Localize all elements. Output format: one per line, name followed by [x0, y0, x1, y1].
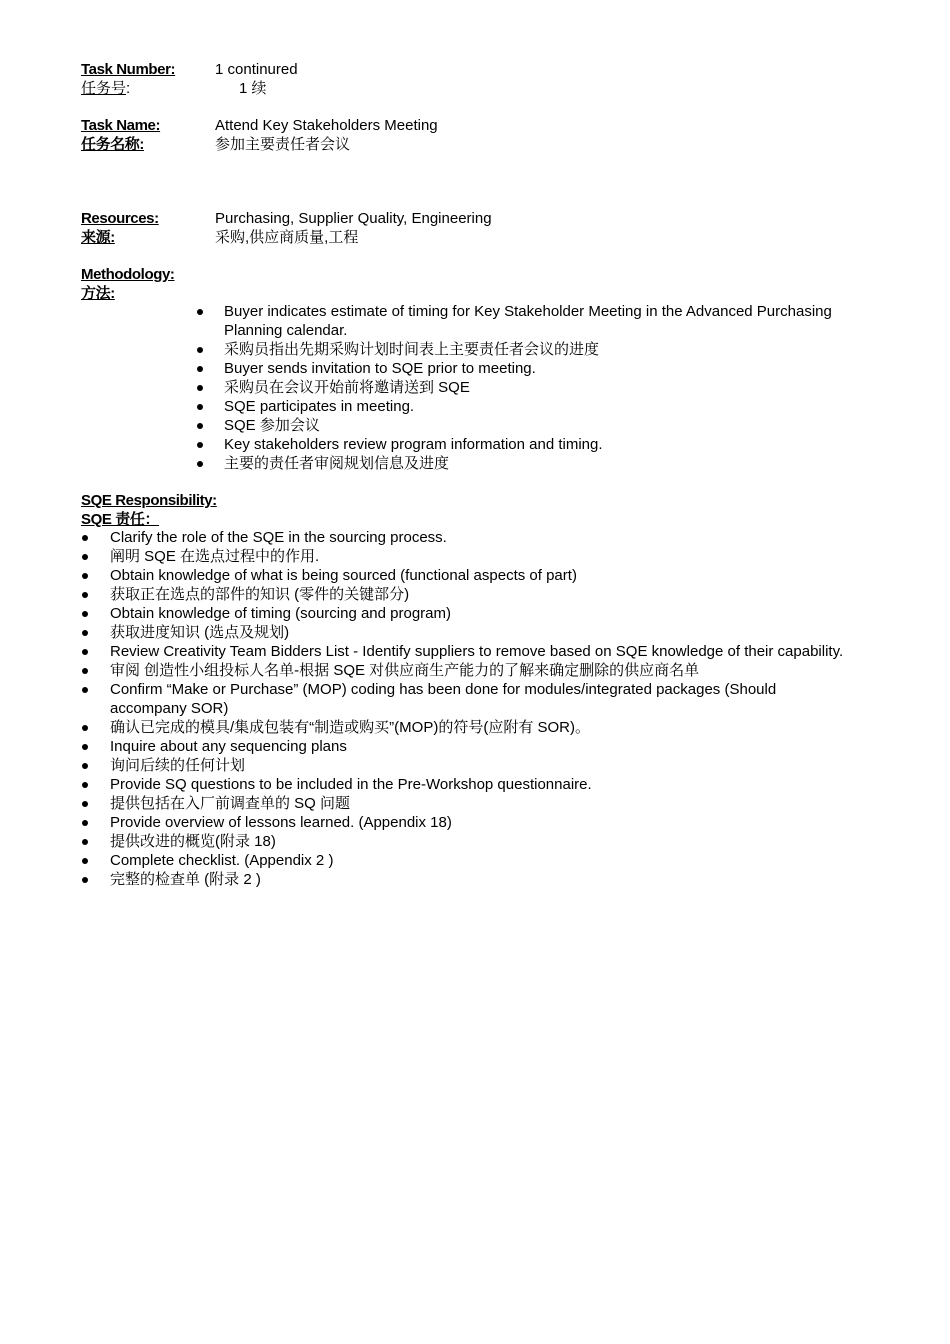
- list-item: SQE participates in meeting.: [224, 397, 879, 416]
- list-item: 主要的责任者审阅规划信息及进度: [224, 454, 879, 473]
- bullet-icon: [82, 839, 88, 845]
- methodology-heading: [81, 265, 175, 303]
- bullet-icon: [197, 347, 203, 353]
- list-item: 确认已完成的模具/集成包装有“制造或购买”(MOP)的符号(应附有 SOR)。: [110, 718, 845, 737]
- task-number-label-en: Task Number:: [81, 61, 176, 78]
- list-item: 完整的检查单 (附录 2 ): [110, 870, 845, 889]
- list-item: 提供包括在入厂前调查单的 SQ 问题: [110, 794, 845, 813]
- bullet-icon: [197, 461, 203, 467]
- list-item: Complete checklist. (Appendix 2 ): [110, 851, 845, 870]
- bullet-icon: [82, 744, 88, 750]
- methodology-label-en: Methodology:: [81, 266, 175, 283]
- bullet-icon: [82, 535, 88, 541]
- bullet-icon: [82, 725, 88, 731]
- task-name-value-cn: 参加主要责任者会议: [215, 136, 351, 153]
- methodology-list: [224, 302, 879, 473]
- list-item: Buyer sends invitation to SQE prior to meeting.: [224, 359, 879, 378]
- methodology-label-cn: 方法:: [81, 285, 115, 302]
- resources-value-en: Purchasing, Supplier Quality, Engineering: [215, 210, 492, 227]
- bullet-icon: [82, 801, 88, 807]
- bullet-icon: [82, 592, 88, 598]
- task-number-label-cn: 任务号: [81, 80, 127, 97]
- list-item: Provide SQ questions to be included in the Pre-Workshop questionnaire.: [110, 775, 845, 794]
- bullet-icon: [197, 404, 203, 410]
- bullet-icon: [197, 385, 203, 391]
- bullet-icon: [82, 858, 88, 864]
- bullet-icon: [82, 573, 88, 579]
- bullet-icon: [82, 687, 88, 693]
- task-name-label-cn: 任务名称:: [81, 136, 144, 153]
- task-number-label-colon: :: [126, 80, 131, 97]
- bullet-icon: [82, 554, 88, 560]
- sqe-responsibility-label-cn: SQE 责任：: [81, 511, 160, 528]
- bullet-icon: [82, 611, 88, 617]
- bullet-icon: [82, 649, 88, 655]
- resources-field: [81, 209, 881, 247]
- list-item: 阐明 SQE 在选点过程中的作用.: [110, 547, 845, 566]
- resources-value-cn: 采购,供应商质量,工程: [215, 229, 359, 246]
- list-item: 提供改进的概览(附录 18): [110, 832, 845, 851]
- resources-label-cn: 来源:: [81, 229, 115, 246]
- task-number-value-en: 1 continured: [215, 61, 298, 78]
- list-item: 采购员在会议开始前将邀请送到 SQE: [224, 378, 879, 397]
- list-item: 获取进度知识 (选点及规划): [110, 623, 845, 642]
- list-item: Buyer indicates estimate of timing for Key Stakeholder Meeting in the Advanced Purchasing Planning calendar.: [224, 302, 879, 340]
- list-item: Obtain knowledge of timing (sourcing and program): [110, 604, 845, 623]
- list-item: Key stakeholders review program information and timing.: [224, 435, 879, 454]
- list-item: Inquire about any sequencing plans: [110, 737, 845, 756]
- list-item: Clarify the role of the SQE in the sourcing process.: [110, 528, 845, 547]
- bullet-icon: [82, 877, 88, 883]
- task-name-label-en: Task Name:: [81, 117, 161, 134]
- task-name-field: [81, 116, 881, 154]
- list-item: 审阅 创造性小组投标人名单-根据 SQE 对供应商生产能力的了解来确定删除的供应商名单: [110, 661, 845, 680]
- task-name-value-en: Attend Key Stakeholders Meeting: [215, 117, 438, 134]
- bullet-icon: [82, 820, 88, 826]
- bullet-icon: [197, 309, 203, 315]
- bullet-icon: [82, 763, 88, 769]
- list-item: 获取正在选点的部件的知识 (零件的关键部分): [110, 585, 845, 604]
- list-item: SQE 参加会议: [224, 416, 879, 435]
- list-item: Provide overview of lessons learned. (Appendix 18): [110, 813, 845, 832]
- bullet-icon: [82, 668, 88, 674]
- bullet-icon: [197, 442, 203, 448]
- resources-label-en: Resources:: [81, 210, 159, 227]
- list-item: 采购员指出先期采购计划时间表上主要责任者会议的进度: [224, 340, 879, 359]
- list-item: Confirm “Make or Purchase” (MOP) coding has been done for modules/integrated packages (Should accompany SOR): [110, 680, 845, 718]
- sqe-responsibility-heading: [81, 491, 217, 529]
- sqe-responsibility-label-en: SQE Responsibility:: [81, 492, 217, 509]
- task-number-field: [81, 60, 881, 98]
- task-number-value-cn: 1 续: [239, 80, 267, 97]
- list-item: 询问后续的任何计划: [110, 756, 845, 775]
- list-item: Review Creativity Team Bidders List - Identify suppliers to remove based on SQE knowledge of their capability.: [110, 642, 845, 661]
- bullet-icon: [82, 630, 88, 636]
- bullet-icon: [197, 423, 203, 429]
- bullet-icon: [197, 366, 203, 372]
- bullet-icon: [82, 782, 88, 788]
- list-item: Obtain knowledge of what is being sourced (functional aspects of part): [110, 566, 845, 585]
- sqe-responsibility-list: [110, 528, 845, 889]
